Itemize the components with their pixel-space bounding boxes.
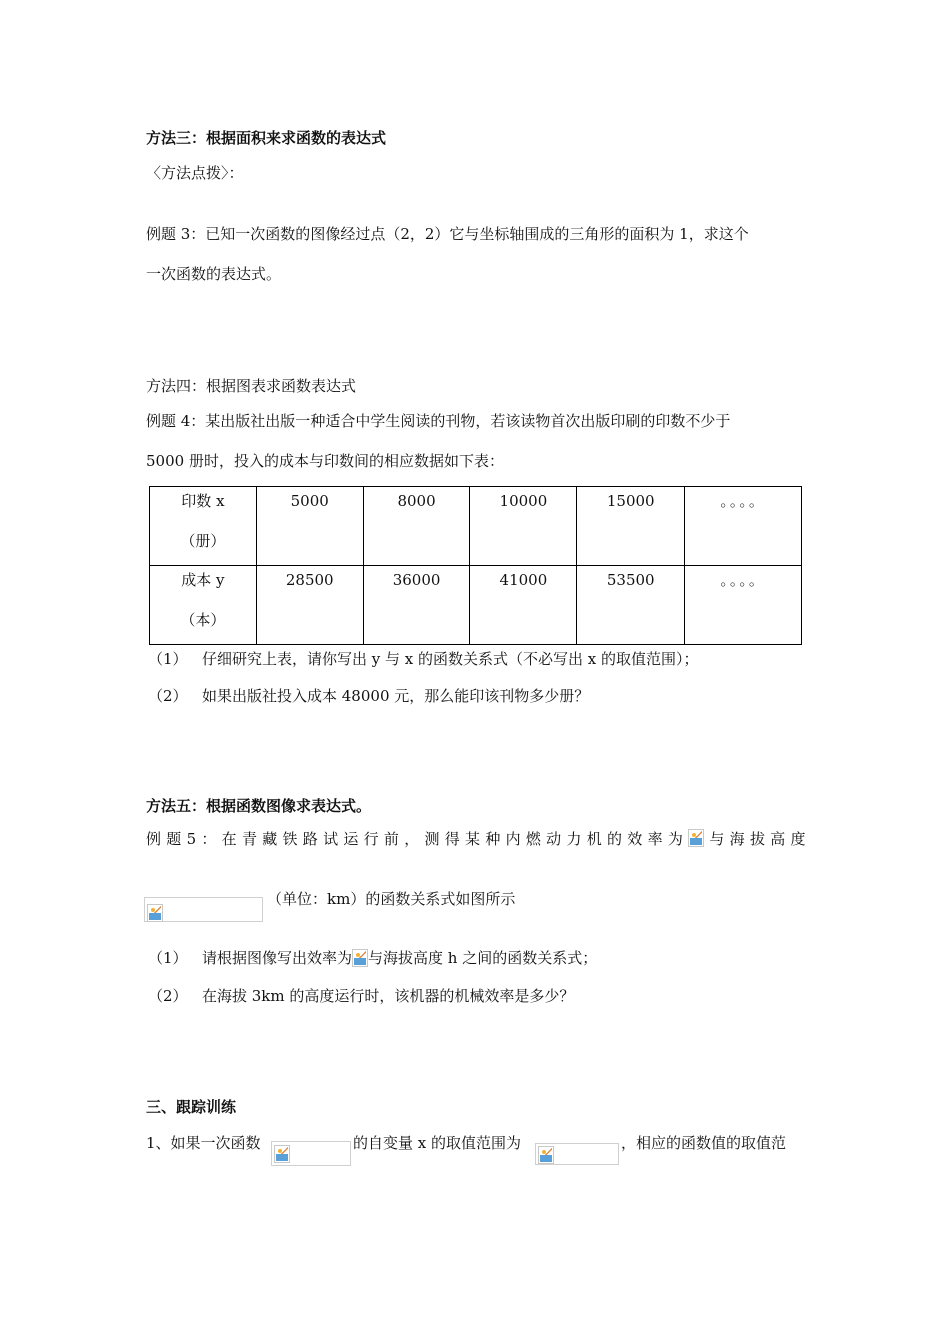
broken-image-icon [147, 904, 163, 922]
broken-image-icon [274, 1145, 290, 1163]
method4-heading: 方法四：根据图表求函数表达式 [146, 377, 357, 395]
example-char: 效 [627, 830, 643, 848]
equation-image-placeholder [144, 897, 263, 922]
method3-example-line2: 一次函数的表达式。 [146, 265, 282, 283]
example-char: 路 [302, 830, 318, 848]
example-char: 燃 [525, 830, 541, 848]
q1-text-part-b: 与海拔高度 h 之间的函数关系式； [368, 949, 598, 967]
method5-q1-text [202, 948, 597, 968]
example-char: 机 [586, 830, 602, 848]
example-char: 高 [770, 830, 786, 848]
example-char: 题 [166, 830, 182, 848]
range-image-placeholder [535, 1143, 619, 1165]
table-row-label [150, 566, 257, 645]
example-char: 前 [383, 830, 399, 848]
example-char: 海 [729, 830, 745, 848]
example-char: ， [404, 830, 420, 848]
section3-heading: 三、跟踪训练 [146, 1098, 237, 1116]
example-char: 行 [363, 830, 379, 848]
example-char: 藏 [262, 830, 278, 848]
row-label-unit-copy: （本） [180, 611, 226, 629]
table-cell: 8000 [363, 487, 470, 566]
example-char: 为 [667, 830, 683, 848]
table-row-label [150, 487, 257, 566]
table-cell: 41000 [470, 566, 577, 645]
example-char: 度 [790, 830, 806, 848]
section3-item1-part-b: 的自变量 x 的取值范围为 [353, 1134, 521, 1152]
method5-heading: 方法五：根据函数图像求表达式。 [146, 797, 372, 815]
method3-heading: 方法三：根据面积来求函数的表达式 [146, 129, 387, 147]
method5-example-line1 [146, 829, 806, 849]
example-char: 种 [485, 830, 501, 848]
method4-q1-text: 仔细研究上表，请你写出 y 与 x 的函数关系式（不必写出 x 的取值范围）； [202, 650, 699, 668]
example-char: 拔 [749, 830, 765, 848]
method3-tip: 〈方法点拨〉： [146, 164, 244, 182]
q1-text-part-a: 请根据图像写出效率为 [202, 949, 353, 967]
table-cell: 28500 [256, 566, 363, 645]
row-label-cost: 成本 y [181, 571, 225, 589]
example-char: 在 [221, 830, 237, 848]
row-label-print-count: 印数 x [181, 492, 225, 510]
broken-image-icon [352, 949, 368, 967]
example-char: 例 [146, 830, 162, 848]
example-char: 某 [465, 830, 481, 848]
method3-example-line1: 例题 3：已知一次函数的图像经过点（2，2）它与坐标轴围成的三角形的面积为 1，求这个 [146, 225, 749, 243]
method5-q1-number: （1） [148, 949, 188, 967]
example-char: 测 [424, 830, 440, 848]
example-char: 试 [323, 830, 339, 848]
example-char: 青 [241, 830, 257, 848]
broken-image-icon [688, 829, 704, 847]
table-cell: 。。。。 [685, 566, 802, 645]
row-label-unit-volume: （册） [180, 532, 226, 550]
method5-q2-number: （2） [148, 987, 188, 1005]
method4-q1-number: （1） [148, 650, 188, 668]
table-cell: 10000 [470, 487, 577, 566]
table-cell: 。。。。 [685, 487, 802, 566]
section3-item1-part-c: ，相应的函数值的取值范 [621, 1134, 787, 1152]
example-char: 率 [647, 830, 663, 848]
example-char: 动 [546, 830, 562, 848]
function-image-placeholder [271, 1141, 351, 1166]
section3-item1-part-a: 1、如果一次函数 [146, 1134, 261, 1152]
example-char: 内 [505, 830, 521, 848]
table-cell: 53500 [577, 566, 685, 645]
method4-q2-number: （2） [148, 687, 188, 705]
method4-example-line2: 5000 册时，投入的成本与印数间的相应数据如下表： [146, 452, 504, 470]
method5-example-line2: （单位：km）的函数关系式如图所示 [267, 890, 516, 908]
example-char: 力 [566, 830, 582, 848]
example-char: ： [201, 830, 217, 848]
method5-q2-text: 在海拔 3km 的高度运行时，该机器的机械效率是多少？ [202, 987, 575, 1005]
print-cost-table [149, 486, 802, 645]
example-char: 得 [444, 830, 460, 848]
table-cell: 5000 [256, 487, 363, 566]
method4-q2-text: 如果出版社投入成本 48000 元，那么能印该刊物多少册？ [202, 687, 590, 705]
table-cell: 15000 [577, 487, 685, 566]
example-char: 铁 [282, 830, 298, 848]
table-cell: 36000 [363, 566, 470, 645]
example-char: 的 [607, 830, 623, 848]
example-char: 5 [186, 830, 197, 848]
method4-example-line1: 例题 4：某出版社出版一种适合中学生阅读的刊物，若该读物首次出版印刷的印数不少于 [146, 412, 731, 430]
example-char: 运 [343, 830, 359, 848]
broken-image-icon [538, 1146, 554, 1164]
table-row [150, 487, 802, 566]
example-char: 与 [709, 830, 725, 848]
table-row [150, 566, 802, 645]
